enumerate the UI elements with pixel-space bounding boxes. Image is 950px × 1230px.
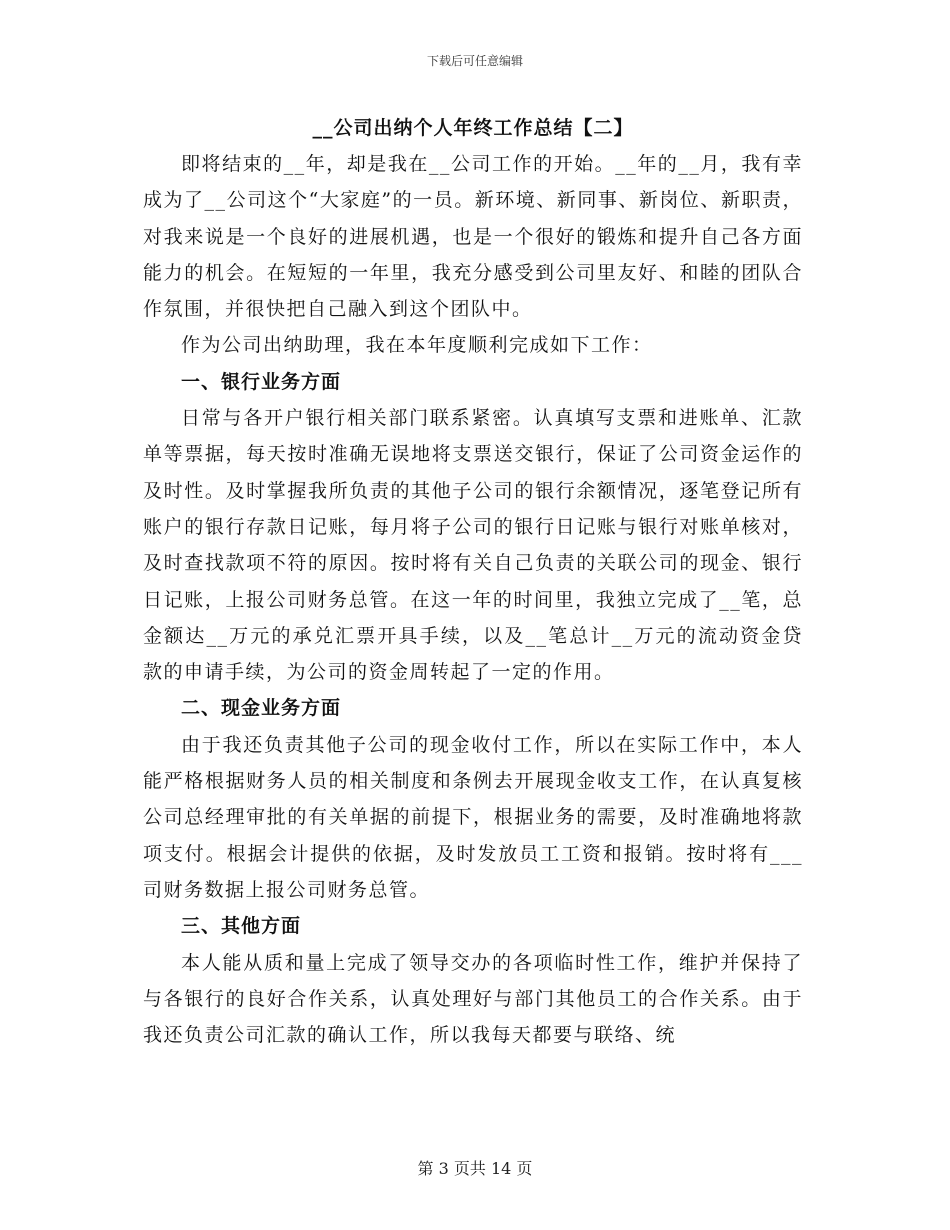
intro-paragraph-2: 作为公司出纳助理，我在本年度顺利完成如下工作： <box>181 334 653 357</box>
document-body <box>143 112 803 1053</box>
section-heading-other: 三、其他方面 <box>181 915 302 938</box>
section-heading-bank: 一、银行业务方面 <box>181 370 342 393</box>
page-header-note: 下载后可任意编辑 <box>426 54 523 68</box>
page-number: 第 3 页共 14 页 <box>417 1159 533 1178</box>
section-paragraph-bank: 日常与各开户银行相关部门联系紧密。认真填写支票和进账单、汇款单等票据，每天按时准确无误地将支票送交银行，保证了公司资金运作的及时性。及时掌握我所负责的其他子公司的银行余额情况，逐笔登记所有账户的银行存款日记账，每月将子公司的银行日记账与银行对账单核对，及时查找款项不符的原因。按时将有关自己负责的关联公司的现金、银行日记账，上报公司财务总管。在这一年的时间里，我独立完成了__笔，总金额达__万元的承兑汇票开具手续，以及__笔总计__万元的流动资金贷款的申请手续，为公司的资金周转起了一定的作用。 <box>143 407 803 684</box>
section-paragraph-cash: 由于我还负责其他子公司的现金收付工作，所以在实际工作中，本人能严格根据财务人员的相关制度和条例去开展现金收支工作，在认真复核公司总经理审批的有关单据的前提下，根据业务的需要，及时准确地将款项支付。根据会计提供的依据，及时发放员工工资和报销。按时将有___司财务数据上报公司财务总管。 <box>143 733 803 901</box>
document-title: __公司出纳个人年终工作总结【二】 <box>312 117 634 139</box>
intro-paragraph-1: 即将结束的__年，却是我在__公司工作的开始。__年的__月，我有幸成为了__公司这个“大家庭”的一员。新环境、新同事、新岗位、新职责，对我来说是一个良好的进展机遇，也是一个很好的锻炼和提升自己各方面能力的机会。在短短的一年里，我充分感受到公司里友好、和睦的团队合作氛围，并很快把自己融入到这个团队中。 <box>143 153 803 321</box>
section-paragraph-other: 本人能从质和量上完成了领导交办的各项临时性工作，维护并保持了与各银行的良好合作关系，认真处理好与部门其他员工的合作关系。由于我还负责公司汇款的确认工作，所以我每天都要与联络、统 <box>143 951 803 1047</box>
section-heading-cash: 二、现金业务方面 <box>181 697 342 720</box>
